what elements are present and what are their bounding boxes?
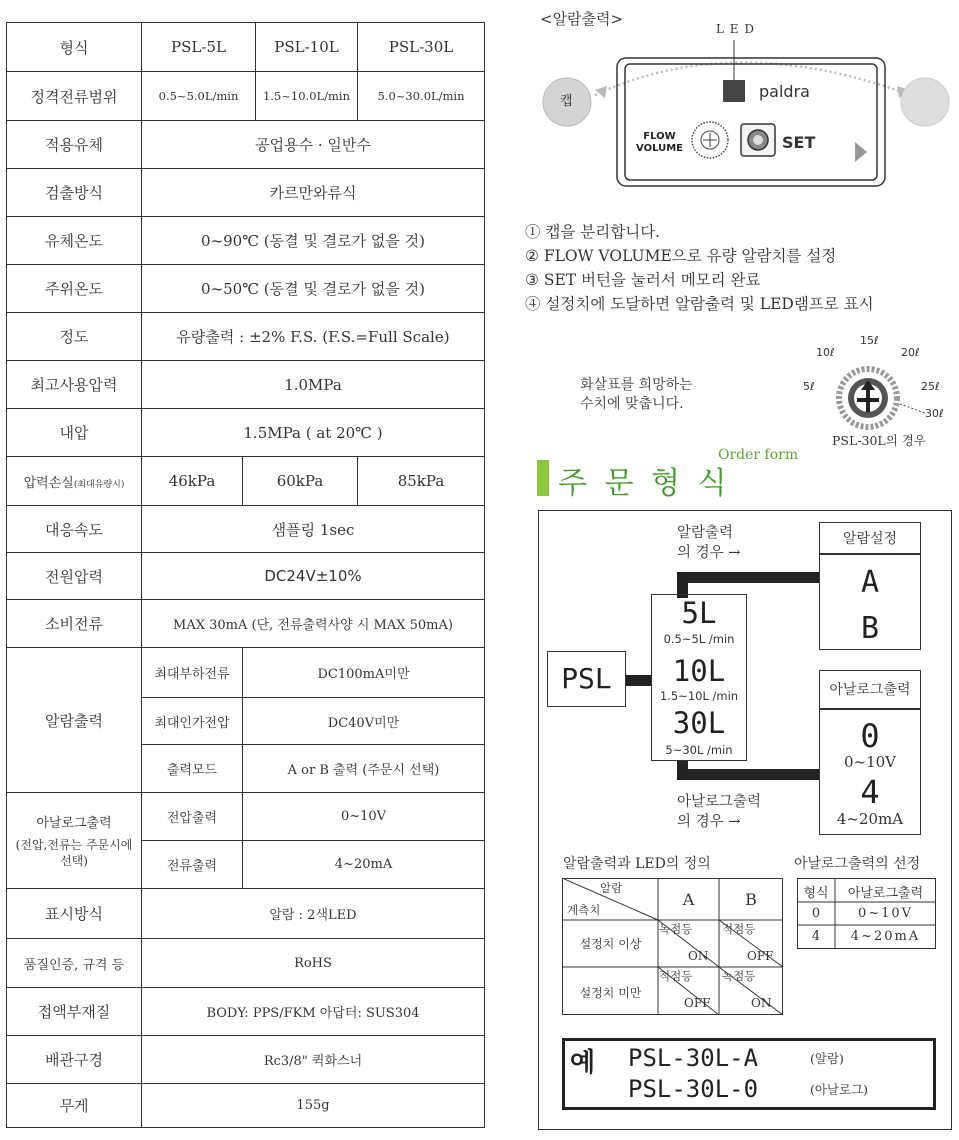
- spec-row-rated-flow: [7, 72, 485, 121]
- spec-max-pressure-value: 1.0MPa: [142, 361, 485, 409]
- device-inner: [625, 64, 877, 180]
- set-button-inner: [753, 135, 763, 145]
- spec-ambient-temp-value: 0~50℃ (동결 및 결로가 없을 것): [142, 265, 485, 313]
- dial-caption: PSL-30L의 경우: [832, 433, 926, 448]
- analog-case-label: [677, 792, 761, 832]
- spec-alarm-sublabel: 최대부하전류: [142, 648, 243, 698]
- order-title-bar: [537, 460, 549, 496]
- spec-label-pressure-loss-note: (최대유량시): [73, 479, 125, 490]
- spec-row-detection: [7, 169, 485, 217]
- dial-leader: [900, 404, 925, 413]
- spec-label-accuracy: 정도: [7, 313, 142, 361]
- dial-tick-20-unit: ℓ: [915, 346, 920, 359]
- dial-tick-5: [803, 380, 815, 393]
- dial-note: [580, 376, 693, 414]
- spec-row-fluid-temp: [7, 217, 485, 265]
- dial-tick-5-unit: ℓ: [810, 380, 815, 393]
- led-def-corner-top: 알람: [600, 881, 623, 895]
- dial-tick-10-unit: ℓ: [830, 346, 835, 359]
- model-size-10l: 10L: [672, 654, 726, 688]
- alarm-case-line: 알람출력: [677, 525, 734, 541]
- example-mark: 예: [570, 1048, 596, 1078]
- alarm-case-line: 의 경우 →: [677, 545, 741, 561]
- analog-setting-code-0: 0: [860, 717, 880, 755]
- alarm-step: ④ 설정치에 도달하면 알람출력 및 LED램프로 표시: [525, 295, 874, 313]
- spec-alarm-value: DC100mA미만: [243, 648, 485, 698]
- alarm-setting-option-a: A: [860, 565, 880, 600]
- analog-select-desc: 4~20mA: [850, 929, 921, 944]
- spec-label-detection: 검출방식: [7, 169, 142, 217]
- dial-tick-5-value: 5: [803, 380, 810, 393]
- example-note-analog: (아날로그): [810, 1082, 869, 1097]
- dial-tick-15: [860, 334, 879, 347]
- spec-fluid-temp-value: 0~90℃ (동결 및 결로가 없을 것): [142, 217, 485, 265]
- dial-note-line: 수치에 맞춥니다.: [580, 396, 684, 412]
- spec-row-current: [7, 600, 485, 648]
- play-triangle: [855, 142, 867, 162]
- dial-tick-25: [921, 380, 940, 393]
- spec-supply-voltage-value: DC24V±10%: [142, 553, 485, 600]
- cap-arc-dots: [595, 63, 910, 96]
- spec-pressure-loss-5l: 46kPa: [142, 457, 243, 506]
- spec-pressure-loss-30l: 85kPa: [358, 457, 485, 506]
- analog-setting-divider: [819, 708, 921, 710]
- spec-label-pressure-loss: [7, 457, 142, 506]
- spec-label-material: 접액부재질: [7, 988, 142, 1036]
- spec-label-analog-note: (전압,전류는 주문시에 선택): [15, 838, 133, 868]
- model-size-30l: 30L: [672, 706, 726, 740]
- spec-row-certification: [7, 939, 485, 988]
- spec-label-current: 소비전류: [7, 600, 142, 648]
- brand-label: paldra: [759, 82, 810, 101]
- sensor-diagram: [535, 40, 955, 200]
- spec-model-30l: PSL-30L: [358, 23, 485, 72]
- led-def-cell-bottom: ON: [688, 949, 709, 963]
- spec-certification-value: RoHS: [142, 939, 485, 988]
- model-range-10l: 1.5~10L /min: [659, 689, 739, 703]
- spec-row-fluid: [7, 121, 485, 169]
- order-title: 주 문 형 식: [558, 466, 731, 501]
- spec-label-weight: 무게: [7, 1084, 142, 1128]
- spec-row-response: [7, 506, 485, 553]
- dial-tick-30-unit: ℓ: [939, 407, 944, 420]
- spec-label-analog-output: [7, 793, 142, 889]
- alarm-led-def-title: 알람출력과 LED의 정의: [563, 856, 711, 872]
- spec-label-response: 대응속도: [7, 506, 142, 553]
- connector-alarm-h: [677, 572, 819, 583]
- spec-row-pressure-loss: [7, 457, 485, 506]
- flow-volume-label: [636, 131, 683, 155]
- spec-model-5l: PSL-5L: [142, 23, 256, 72]
- analog-setting-desc-0: 0~10V: [843, 753, 897, 771]
- spec-row-proof-pressure: [7, 409, 485, 457]
- cap-label: 캡: [560, 94, 573, 109]
- alarm-case-label: [677, 523, 740, 563]
- led-def-col-a: A: [682, 890, 695, 909]
- device-outer: [617, 58, 885, 186]
- spec-label-supply-voltage: 전원압력: [7, 553, 142, 600]
- spec-detection-value: 카르만와류식: [142, 169, 485, 217]
- led-def-cell-top: 녹점등: [659, 922, 693, 936]
- spec-label-rated-flow: 정격전류범위: [7, 72, 142, 121]
- dial-tick-15-unit: ℓ: [874, 334, 879, 347]
- dial-tick-10: [816, 346, 835, 359]
- spec-rated-flow-5l: 0.5~5.0L/min: [142, 72, 256, 121]
- spec-response-value: 샘플링 1sec: [142, 506, 485, 553]
- spec-weight-value: 155g: [142, 1084, 485, 1128]
- spec-table: [6, 22, 485, 1128]
- analog-setting-title: 아날로그출력: [829, 682, 911, 698]
- spec-label-ambient-temp: 주위온도: [7, 265, 142, 313]
- led-def-cell-bottom: ON: [751, 996, 772, 1010]
- spec-row-max-pressure: [7, 361, 485, 409]
- alarm-section-title: <알람출력>: [540, 10, 624, 28]
- model-size-5l: 5L: [681, 596, 717, 630]
- example-note-alarm: (알람): [810, 1051, 844, 1066]
- spec-analog-value: 0~10V: [243, 793, 485, 841]
- led-def-cell-top: 녹점등: [722, 969, 756, 983]
- spec-alarm-value: A or B 출력 (주문시 선택): [243, 745, 485, 793]
- led-square: [723, 80, 745, 102]
- spec-label-piping: 배관구경: [7, 1036, 142, 1084]
- spec-row-analog-1: [7, 793, 485, 841]
- spec-rated-flow-10l: 1.5~10.0L/min: [256, 72, 358, 121]
- analog-select-title: 아날로그출력의 선정: [794, 856, 921, 872]
- dial-tick-25-unit: ℓ: [935, 380, 940, 393]
- led-def-row-label: 설정치 미만: [579, 986, 642, 1000]
- spec-label-proof-pressure: 내압: [7, 409, 142, 457]
- spec-row-supply-voltage: [7, 553, 485, 600]
- analog-select-desc: 0~10V: [857, 906, 914, 921]
- cap-right: [901, 78, 949, 126]
- spec-label-fluid: 적용유체: [7, 121, 142, 169]
- spec-row-weight: [7, 1084, 485, 1128]
- spec-accuracy-value: 유량출력 : ±2% F.S. (F.S.=Full Scale): [142, 313, 485, 361]
- spec-alarm-value: DC40V미만: [243, 698, 485, 745]
- alarm-step: ② FLOW VOLUME으로 유량 알람치를 설정: [525, 247, 837, 265]
- spec-current-value: MAX 30mA (단, 전류출력사양 시 MAX 50mA): [142, 600, 485, 648]
- led-def-corner-bottom: 계측치: [567, 903, 601, 917]
- dial-note-line: 화살표를 희망하는: [580, 377, 693, 393]
- spec-model-10l: PSL-10L: [256, 23, 358, 72]
- analog-select-code: 0: [811, 906, 821, 921]
- spec-alarm-sublabel: 최대인가전압: [142, 698, 243, 745]
- alarm-setting-divider: [819, 553, 921, 555]
- spec-row-material: [7, 988, 485, 1036]
- spec-analog-value: 4~20mA: [243, 841, 485, 889]
- spec-row-display: [7, 889, 485, 939]
- spec-label-analog-text: 아날로그출력: [36, 816, 112, 831]
- led-def-cell-bottom: OFF: [747, 949, 774, 963]
- analog-select-code: 4: [811, 929, 821, 944]
- led-def-cell-bottom: OFF: [684, 996, 711, 1010]
- flow-volume-line1: FLOW: [643, 131, 676, 142]
- spec-fluid-value: 공업용수 · 일반수: [142, 121, 485, 169]
- dial-tick-15-value: 15: [860, 334, 874, 347]
- spec-label-model: 형식: [7, 23, 142, 72]
- dial-tick-30: [925, 407, 944, 420]
- model-range-5l: 0.5~5L /min: [663, 632, 735, 646]
- spec-material-value: BODY: PPS/FKM 아답터: SUS304: [142, 988, 485, 1036]
- spec-proof-pressure-value: 1.5MPa ( at 20℃ ): [142, 409, 485, 457]
- alarm-setting-option-b: B: [860, 611, 880, 646]
- dial-tick-25-value: 25: [921, 380, 935, 393]
- spec-row-model: [7, 23, 485, 72]
- spec-piping-value: Rc3/8" 퀵화스너: [142, 1036, 485, 1084]
- psl-box: PSL: [547, 651, 626, 707]
- led-def-col-b: B: [745, 890, 757, 909]
- spec-label-alarm-output: 알람출력: [7, 648, 142, 793]
- spec-label-pressure-loss-text: 압력손실: [23, 475, 74, 491]
- dial-tick-20: [901, 346, 920, 359]
- led-label: L E D: [716, 22, 755, 36]
- dial-tick-10-value: 10: [816, 346, 830, 359]
- spec-alarm-sublabel: 출력모드: [142, 745, 243, 793]
- alarm-steps: [525, 220, 874, 316]
- spec-label-display: 표시방식: [7, 889, 142, 939]
- analog-select-header-output: 아날로그출력: [847, 886, 924, 901]
- analog-select-header-model: 형식: [803, 886, 829, 901]
- spec-pressure-loss-10l: 60kPa: [243, 457, 358, 506]
- connector-analog-h: [677, 769, 819, 780]
- analog-case-line: 아날로그출력: [677, 794, 762, 810]
- model-range-30l: 5~30L /min: [665, 743, 733, 757]
- arc-arrow-left: [595, 86, 607, 98]
- alarm-setting-title: 알람설정: [842, 531, 898, 547]
- led-def-cell-top: 적점등: [659, 969, 693, 983]
- order-title-en: Order form: [718, 447, 799, 463]
- spec-row-piping: [7, 1036, 485, 1084]
- spec-row-accuracy: [7, 313, 485, 361]
- led-def-cell-top: 적점등: [722, 922, 756, 936]
- spec-display-value: 알람 : 2색LED: [142, 889, 485, 939]
- spec-label-fluid-temp: 유체온도: [7, 217, 142, 265]
- alarm-step: ③ SET 버턴을 눌러서 메모리 완료: [525, 271, 761, 289]
- spec-analog-sublabel: 전압출력: [142, 793, 243, 841]
- spec-label-certification: 품질인증, 규격 등: [7, 939, 142, 988]
- set-label: SET: [782, 133, 816, 152]
- example-code-analog: PSL-30L-0: [628, 1075, 759, 1103]
- spec-row-ambient-temp: [7, 265, 485, 313]
- flow-volume-line2: VOLUME: [636, 143, 683, 154]
- analog-setting-desc-4: 4~20mA: [836, 810, 904, 828]
- spec-label-max-pressure: 최고사용압력: [7, 361, 142, 409]
- spec-analog-sublabel: 전류출력: [142, 841, 243, 889]
- alarm-step: ① 캡을 분리합니다.: [525, 223, 661, 241]
- spec-row-alarm-1: [7, 648, 485, 698]
- dial-tick-30-value: 30: [925, 407, 939, 420]
- led-def-row-label: 설정치 이상: [579, 937, 642, 951]
- spec-rated-flow-30l: 5.0~30.0L/min: [358, 72, 485, 121]
- example-code-alarm: PSL-30L-A: [628, 1044, 759, 1072]
- dial-tick-20-value: 20: [901, 346, 915, 359]
- analog-case-line: 의 경우 →: [677, 814, 741, 830]
- connector-psl: [626, 675, 652, 686]
- analog-setting-code-4: 4: [860, 773, 880, 811]
